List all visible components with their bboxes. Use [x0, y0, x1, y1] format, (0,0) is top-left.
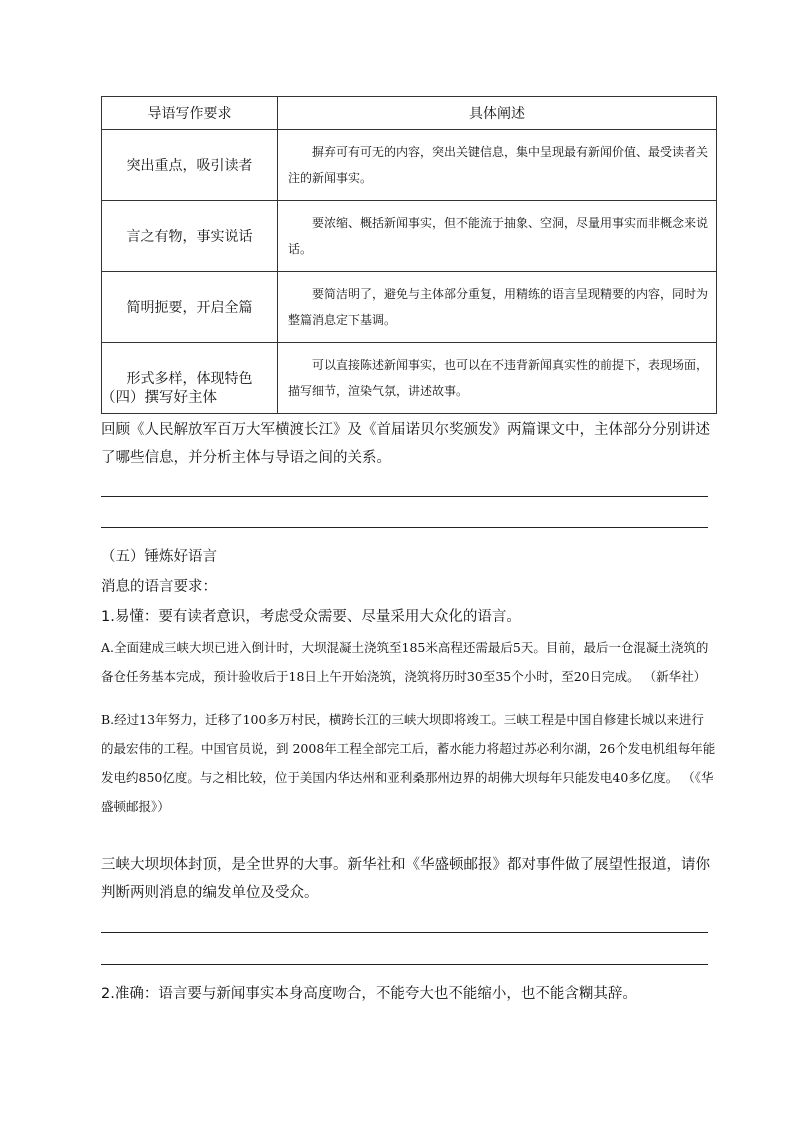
lead-requirements-table — [101, 96, 717, 414]
description-cell: 摒弃可有可无的内容，突出关键信息，集中呈现最有新闻价值、最受读者关注的新闻事实。 — [278, 130, 717, 201]
table-header-row — [102, 97, 717, 130]
answer-line — [101, 932, 708, 933]
answer-line — [101, 527, 708, 528]
table-header-requirement: 导语写作要求 — [102, 97, 278, 130]
requirement-cell: 简明扼要，开启全篇 — [102, 272, 278, 343]
section-5-question: 三峡大坝坝体封顶，是全世界的大事。新华社和《华盛顿邮报》都对事件做了展望性报道，请你判断两则消息的编发单位及受众。 — [101, 857, 710, 901]
language-intro: 消息的语言要求： — [101, 579, 217, 595]
answer-line — [101, 964, 708, 965]
description-cell: 要浓缩、概括新闻事实，但不能流于抽象、空洞，尽量用事实而非概念来说话。 — [278, 201, 717, 272]
item-accuracy: 2.准确：语言要与新闻事实本身高度吻合，不能夸大也不能缩小，也不能含糊其辞。 — [101, 986, 637, 1002]
answer-line — [101, 496, 708, 497]
requirement-cell: 言之有物，事实说话 — [102, 201, 278, 272]
table-row — [102, 201, 717, 272]
passage-a: A.全面建成三峡大坝已进入倒计时，大坝混凝土浇筑至185米高程还需最后5天。目前，最后一仓混凝土浇筑的备仓任务基本完成，预计验收后于18日上午开始浇筑，浇筑将历时30至35个小时，至20日完成。 （新华社） — [101, 640, 709, 684]
requirement-cell: 突出重点，吸引读者 — [102, 130, 278, 201]
description-cell: 要简洁明了，避免与主体部分重复，用精练的语言呈现精要的内容，同时为整篇消息定下基调。 — [278, 272, 717, 343]
section-4-heading: （四）撰写好主体 — [101, 390, 217, 406]
table-row — [102, 130, 717, 201]
section-4-question: 回顾《人民解放军百万大军横渡长江》及《首届诺贝尔奖颁发》两篇课文中，主体部分分别讲述了哪些信息，并分析主体与导语之间的关系。 — [101, 422, 710, 466]
table-header-description: 具体阐述 — [278, 97, 717, 130]
description-cell: 可以直接陈述新闻事实，也可以在不违背新闻真实性的前提下，表现场面，描写细节，渲染气氛，讲述故事。 — [278, 343, 717, 414]
table-row — [102, 272, 717, 343]
passage-b: B.经过13年努力，迁移了100多万村民，横跨长江的三峡大坝即将竣工。三峡工程是中国自修建长城以来进行的最宏伟的工程。中国官员说，到 2008年工程全部完工后，蓄水能力将超过苏必利尔湖，26个发电机组每年能发电约850亿度。与之相比较，位于美国内华达州和亚利桑那州边界的胡佛大坝每年只能发电40多亿度。 （《华盛顿邮报》） — [101, 712, 716, 814]
section-5-heading: （五）锤炼好语言 — [101, 549, 217, 565]
requirement-cell: 形式多样，体现特色 — [102, 343, 278, 414]
item-easy-to-understand: 1.易懂：要有读者意识，考虑受众需要、尽量采用大众化的语言。 — [101, 609, 521, 625]
